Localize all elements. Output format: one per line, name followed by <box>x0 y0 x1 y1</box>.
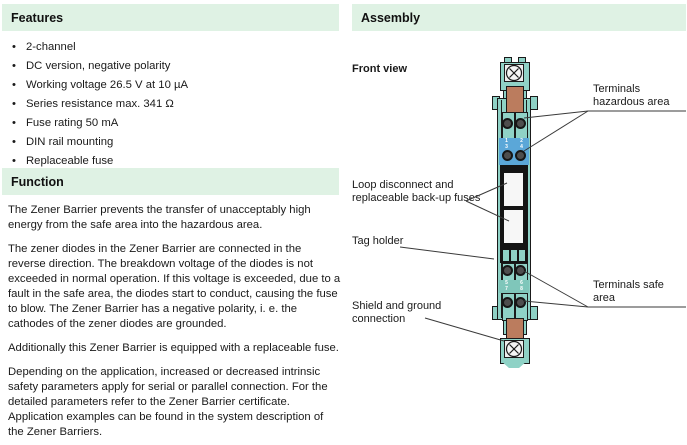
terminal-number: 1 <box>505 138 508 144</box>
list-item: • 2-channel <box>8 38 338 57</box>
features-section-header <box>2 4 339 31</box>
features-list <box>8 38 338 171</box>
terminal-number: 2 <box>520 138 523 144</box>
terminal-screw <box>502 297 513 308</box>
terminal-number: 8 <box>520 285 523 292</box>
callout-tag-holder: Tag holder <box>352 235 404 247</box>
tag-holder <box>500 248 528 263</box>
terminal-screw <box>502 118 513 129</box>
callout-shield-ground: Shield and ground connection <box>352 300 442 325</box>
list-item: • DC version, negative polarity <box>8 57 338 76</box>
callout-terminals-hazardous: Terminals hazardous area <box>593 83 670 108</box>
assembly-section-header <box>352 4 686 31</box>
callout-loop-disconnect: Loop disconnect and replaceable back-up fuses <box>352 179 481 204</box>
tag-holder-strip <box>511 250 517 261</box>
list-item: • Series resistance max. 341 Ω <box>8 95 338 114</box>
terminal-screw <box>515 118 526 129</box>
terminal-numbers <box>515 281 528 292</box>
front-view-label: Front view <box>352 63 408 75</box>
terminal-number: 5 <box>505 280 508 286</box>
terminal-screw <box>502 150 513 161</box>
tag-holder-strip <box>519 250 525 261</box>
terminal-numbers <box>515 139 528 150</box>
housing-ear <box>530 306 538 320</box>
terminal-number: 6 <box>520 280 523 286</box>
list-item: • Fuse rating 50 mA <box>8 114 338 133</box>
features-title: Features <box>11 10 64 25</box>
function-paragraph: The Zener Barrier prevents the transfer of unacceptably high energy from the safe area into the hazardous area. <box>8 204 311 231</box>
ground-screw-icon <box>505 64 523 82</box>
terminal-number: 3 <box>505 143 508 150</box>
terminal-numbers <box>500 139 513 150</box>
function-paragraph: Additionally this Zener Barrier is equipped with a replaceable fuse. <box>8 342 339 354</box>
copper-clamp-top <box>506 86 524 114</box>
function-paragraph: Depending on the application, increased or decreased intrinsic safety parameters apply for serial or parallel connection. For the detailed parameters refer to the Zener Barrier certificate. Application examples can be found in the system description of the Zener Barriers. <box>8 366 328 438</box>
function-section-header <box>2 168 339 195</box>
function-text <box>8 203 342 445</box>
terminal-screw <box>515 265 526 276</box>
callout-terminals-safe: Terminals safe area <box>593 279 664 304</box>
function-paragraph: The zener diodes in the Zener Barrier are connected in the reverse direction. The breakdown voltage of the diodes is not exceeded in normal operation. If this voltage is exceeded, due to a fault in the safe area, the diodes start to conduct, causing the fuse to blow. The Zener Barrier has a negative polarity, i. e. the cathodes of the zener diodes are grounded. <box>8 243 341 330</box>
tag-holder-strip <box>503 250 509 261</box>
terminal-numbers <box>500 281 513 292</box>
terminal-screw <box>515 150 526 161</box>
terminal-screw <box>502 265 513 276</box>
terminal-number: 7 <box>505 285 508 292</box>
function-title: Function <box>11 174 64 189</box>
terminal-number: 4 <box>520 143 523 150</box>
assembly-title: Assembly <box>361 10 421 25</box>
ground-screw-icon <box>505 340 523 358</box>
bottom-taper <box>500 362 528 368</box>
list-item: • DIN rail mounting <box>8 133 338 152</box>
list-item: • Working voltage 26.5 V at 10 µA <box>8 76 338 95</box>
fuse-window <box>504 173 523 206</box>
fuse-window <box>504 210 523 243</box>
list-item: • Replaceable fuse <box>8 152 338 171</box>
terminal-screw <box>515 297 526 308</box>
housing-ear <box>530 96 538 110</box>
